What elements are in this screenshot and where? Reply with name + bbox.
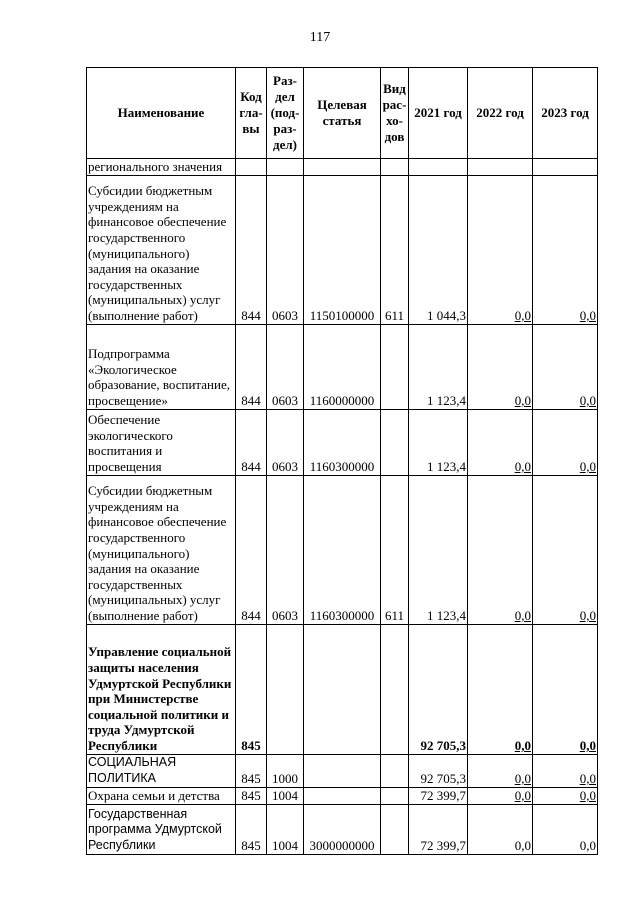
row-type (381, 754, 409, 787)
header-target-article: Целевая статья (304, 68, 381, 159)
row-target: 1160300000 (304, 475, 381, 624)
row-chapter: 844 (236, 175, 267, 324)
row-target (304, 624, 381, 754)
row-type (381, 624, 409, 754)
table-row (87, 175, 598, 324)
row-name: Управление социальной защиты населения Удмуртской Республики при Министерстве социальной политики и труда Удмуртской Республики (87, 624, 236, 754)
row-2023: 0,0 (533, 409, 598, 475)
row-2023 (533, 159, 598, 176)
row-name: СОЦИАЛЬНАЯ ПОЛИТИКА (87, 754, 236, 787)
row-chapter: 844 (236, 324, 267, 409)
header-2021: 2021 год (409, 68, 468, 159)
row-2021: 72 399,7 (409, 804, 468, 854)
row-2022: 0,0 (468, 804, 533, 854)
row-name: Обеспечение экологического воспитания и просвещения (87, 409, 236, 475)
row-2022: 0,0 (468, 409, 533, 475)
row-section (267, 624, 304, 754)
table-row (87, 787, 598, 804)
table-row (87, 475, 598, 624)
row-2021: 92 705,3 (409, 754, 468, 787)
row-2022: 0,0 (468, 175, 533, 324)
budget-table (86, 67, 598, 855)
row-type: 611 (381, 475, 409, 624)
row-target: 3000000000 (304, 804, 381, 854)
table-body (87, 159, 598, 855)
row-2022: 0,0 (468, 475, 533, 624)
row-name: Государственная программа Удмуртской Республики (87, 804, 236, 854)
row-section (267, 159, 304, 176)
row-target (304, 159, 381, 176)
row-section: 0603 (267, 475, 304, 624)
header-section: Раз- дел (под- раз- дел) (267, 68, 304, 159)
row-section: 0603 (267, 409, 304, 475)
row-target (304, 754, 381, 787)
row-2022: 0,0 (468, 624, 533, 754)
row-2023: 0,0 (533, 624, 598, 754)
row-2021: 1 044,3 (409, 175, 468, 324)
row-section: 0603 (267, 175, 304, 324)
table-row (87, 804, 598, 854)
row-2023: 0,0 (533, 754, 598, 787)
row-chapter: 844 (236, 409, 267, 475)
row-2022: 0,0 (468, 754, 533, 787)
row-2022: 0,0 (468, 324, 533, 409)
row-2023: 0,0 (533, 324, 598, 409)
table-row (87, 409, 598, 475)
row-name: Охрана семьи и детства (87, 787, 236, 804)
row-2022 (468, 159, 533, 176)
row-chapter: 845 (236, 754, 267, 787)
row-type (381, 324, 409, 409)
row-type (381, 409, 409, 475)
row-name: регионального значения (87, 159, 236, 176)
row-type (381, 804, 409, 854)
table-row (87, 754, 598, 787)
header-name: Наименование (87, 68, 236, 159)
row-2023: 0,0 (533, 787, 598, 804)
row-name: Субсидии бюджетным учреждениям на финансовое обеспечение государственного (муниципального) задания на оказание государственных (муниципальных) услуг (выполнение работ) (87, 175, 236, 324)
row-target: 1160000000 (304, 324, 381, 409)
row-chapter: 845 (236, 804, 267, 854)
row-chapter: 845 (236, 787, 267, 804)
row-chapter (236, 159, 267, 176)
row-name: Субсидии бюджетным учреждениям на финансовое обеспечение государственного (муниципального) задания на оказание государственных (муниципальных) услуг (выполнение работ) (87, 475, 236, 624)
table-header-row (87, 68, 598, 159)
row-2023: 0,0 (533, 175, 598, 324)
row-target: 1150100000 (304, 175, 381, 324)
row-type: 611 (381, 175, 409, 324)
row-2021: 72 399,7 (409, 787, 468, 804)
row-section: 0603 (267, 324, 304, 409)
row-type (381, 159, 409, 176)
row-2023: 0,0 (533, 475, 598, 624)
page-number: 117 (309, 30, 331, 45)
table-row (87, 624, 598, 754)
row-2021: 1 123,4 (409, 324, 468, 409)
header-2023: 2023 год (533, 68, 598, 159)
row-section: 1004 (267, 804, 304, 854)
table-row (87, 324, 598, 409)
row-section: 1004 (267, 787, 304, 804)
row-2021: 1 123,4 (409, 409, 468, 475)
row-section: 1000 (267, 754, 304, 787)
row-target (304, 787, 381, 804)
row-2021: 92 705,3 (409, 624, 468, 754)
row-name: Подпрограмма «Экологическое образование, воспитание, просвещение» (87, 324, 236, 409)
row-2022: 0,0 (468, 787, 533, 804)
row-type (381, 787, 409, 804)
row-2021 (409, 159, 468, 176)
row-2021: 1 123,4 (409, 475, 468, 624)
table-row (87, 159, 598, 176)
header-expense-type: Вид рас- хо- дов (381, 68, 409, 159)
header-chapter-code: Код гла- вы (236, 68, 267, 159)
row-chapter: 844 (236, 475, 267, 624)
row-2023: 0,0 (533, 804, 598, 854)
row-target: 1160300000 (304, 409, 381, 475)
header-2022: 2022 год (468, 68, 533, 159)
row-chapter: 845 (236, 624, 267, 754)
